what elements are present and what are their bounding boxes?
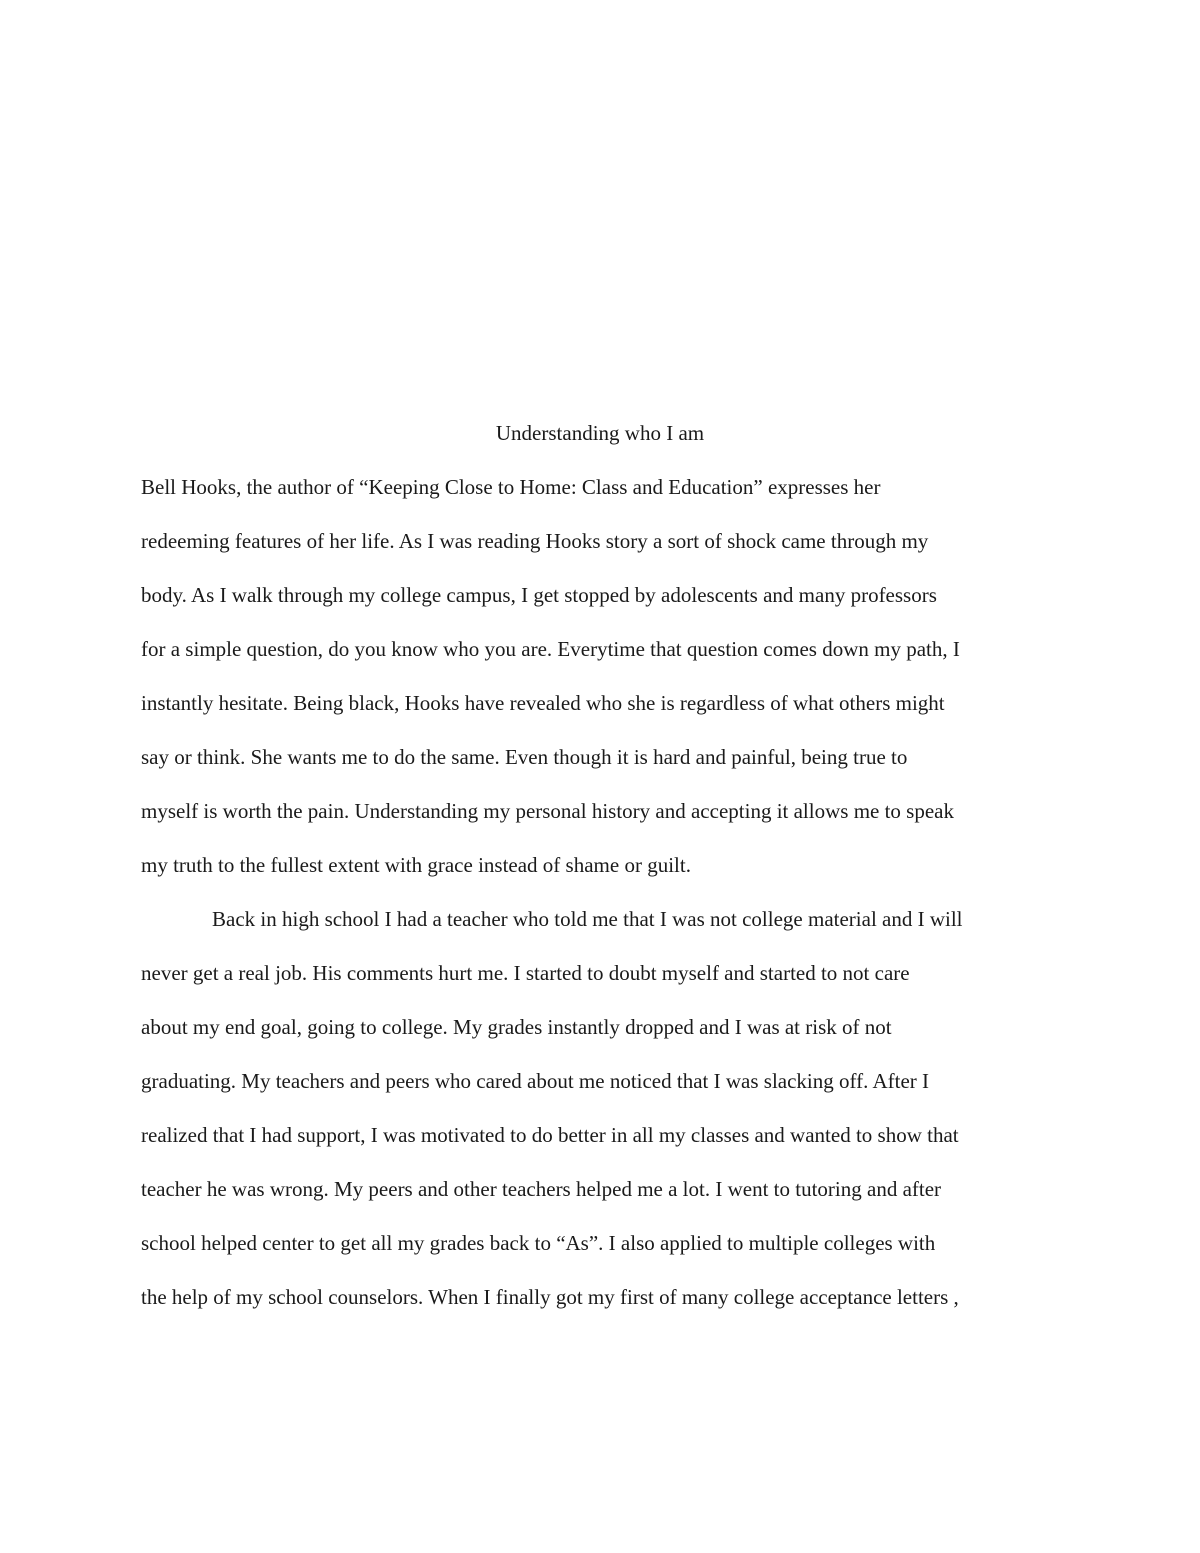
paragraph-2-line-1: Back in high school I had a teacher who told me that I was not college material and I will (212, 907, 963, 931)
paragraph-1-line-8: my truth to the fullest extent with grace instead of shame or guilt. (141, 853, 691, 877)
paragraph-2-line-8: the help of my school counselors. When I finally got my first of many college acceptance letters , (141, 1285, 959, 1309)
paragraph-1-line-2: redeeming features of her life. As I was reading Hooks story a sort of shock came through my (141, 529, 929, 553)
paragraph-2-line-6: teacher he was wrong. My peers and other teachers helped me a lot. I went to tutoring and after (141, 1177, 942, 1201)
paragraph-2-line-4: graduating. My teachers and peers who cared about me noticed that I was slacking off. After I (141, 1069, 930, 1093)
paragraph-1-line-6: say or think. She wants me to do the same. Even though it is hard and painful, being true to (141, 745, 908, 769)
paragraph-2-line-2: never get a real job. His comments hurt me. I started to doubt myself and started to not care (141, 961, 910, 985)
paragraph-1-line-4: for a simple question, do you know who you are. Everytime that question comes down my path, I (141, 637, 960, 661)
paragraph-1-line-1: Bell Hooks, the author of “Keeping Close to Home: Class and Education” expresses her (141, 475, 881, 499)
paragraph-2-line-3: about my end goal, going to college. My grades instantly dropped and I was at risk of not (141, 1015, 892, 1039)
paragraph-1-line-5: instantly hesitate. Being black, Hooks have revealed who she is regardless of what others might (141, 691, 945, 715)
paragraph-2-line-7: school helped center to get all my grades back to “As”. I also applied to multiple colleges with (141, 1231, 936, 1255)
paragraph-1-line-7: myself is worth the pain. Understanding my personal history and accepting it allows me to speak (141, 799, 954, 823)
paragraph-1-line-3: body. As I walk through my college campus, I get stopped by adolescents and many professors (141, 583, 937, 607)
paragraph-2-line-5: realized that I had support, I was motivated to do better in all my classes and wanted to show that (141, 1123, 959, 1147)
essay-title: Understanding who I am (495, 421, 705, 445)
